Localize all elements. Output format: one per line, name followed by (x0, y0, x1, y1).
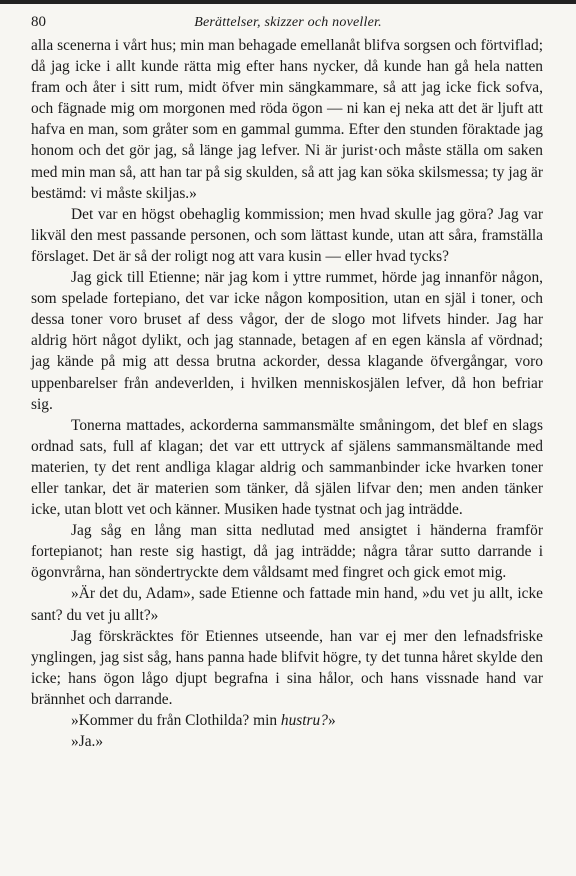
paragraph: »Är det du, Adam», sade Etienne och fattade min hand, »du vet ju allt, icke sant? du vet ju allt?» (31, 585, 543, 624)
closing-quote: » (327, 712, 336, 729)
dialogue-text: »Kommer du från Clothilda? min (71, 712, 281, 729)
paragraph: Jag såg en lång man sitta nedlutad med ansigtet i händerna framför fortepianot; han reste sig hastigt, då jag inträdde; några tårar sutto darrande i ögonvrårna, han söndertryckte dem våldsamt med fingret och gick emot mig. (31, 522, 543, 582)
paragraph: Jag gick till Etienne; när jag kom i yttre rummet, hörde jag innanför någon, som spelade fortepiano, det var icke någon komposition, utan en själ i toner, och dessa toner voro bruset af dess vågor, der de slogo mot lifvets hinder. Jag har aldrig hört något dylikt, och jag stannade, betagen af en egen känsla af vördnad; jag kände på mig att dessa brutna ackorder, dessa klagande öfvergångar, voro uppenbarelser från andeverlden, i hvilken menniskosjälen lefver, då hon befriar sig. (31, 269, 543, 413)
paragraph: Jag förskräcktes för Etiennes utseende, han var ej mer den lefnadsfriske ynglingen, jag sist såg, hans panna hade blifvit högre, ty det tunna håret skylde den icke; hans ögon lågo djupt begrafna i sina hålor, och hans vissnade hand var brännhet och darrande. (31, 627, 543, 708)
dialogue-line (31, 710, 543, 731)
body-text (31, 35, 543, 752)
paragraph: alla scenerna i vårt hus; min man behagade emellanåt blifva sorgsen och förtviflad; då jag icke i allt kunde rätta mig efter hans nycker, då kunde han gå hela natten fram och åter i sitt rum, midt öfver min sängkammare, så att jag icke fick sofva, och fägnade mig om morgonen med röda ögon — ni kan ej neka att det är ljuft att hafva en man, som gråter som en gammal gumma. Efter den stunden föraktade jag honom och det gör jag, så länge jag lefver. Ni är jurist·och måste ställa om saken med min man så, att han tar på sig skulden, så att jag kan söka skilsmessa; ty jag är bestämd: vi måste skiljas.» (31, 37, 543, 202)
page-number: 80 (31, 14, 46, 30)
dialogue-line: »Ja.» (71, 733, 104, 751)
page-header (0, 14, 576, 36)
paragraph: Tonerna mattades, ackorderna sammansmälte småningom, det blef en slags ordnad sats, full af klagan; det var ett uttryck af själens sammansmältande med materien, ty det rent andliga klagar aldrig och sammanbinder icke hvarken toner eller tankar, det är materien som tänker, då själen lifvar den; men anden tänker icke, utan blott vet och känner. Musiken hade tystnat och jag inträdde. (31, 416, 543, 519)
paragraph: Det var en högst obehaglig kommission; men hvad skulle jag göra? Jag var likväl den mest passande personen, och som lättast kunde, utan att såra, framställa förslaget. Det är så der roligt nog att vara kusin — eller hvad tycks? (31, 205, 543, 265)
running-title: Berättelser, skizzer och noveller. (194, 15, 382, 30)
top-edge-rule (0, 0, 576, 4)
italic-word: hustru? (280, 712, 328, 729)
